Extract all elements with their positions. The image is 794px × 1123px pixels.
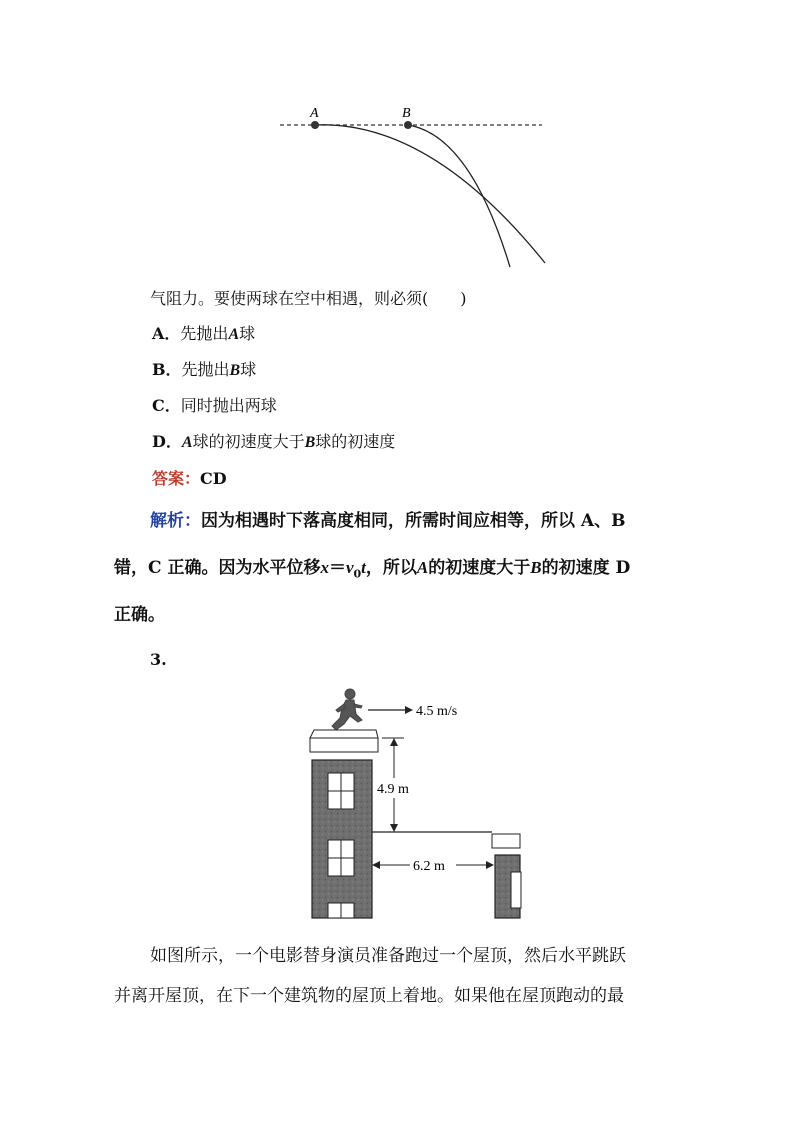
- distance-label: 6.2 m: [413, 859, 445, 874]
- height-arrow-top: [390, 738, 398, 746]
- option-c: [152, 396, 277, 416]
- option-text: 先抛出: [181, 360, 230, 379]
- option-var: A: [228, 326, 240, 343]
- formula-x: x: [320, 558, 329, 577]
- formula-sub: 0: [353, 567, 362, 581]
- explanation-text: 的初速度大于: [428, 558, 531, 578]
- explanation-var-a: A: [416, 558, 429, 577]
- ball-a: [311, 121, 319, 129]
- explanation-label: 解析：: [150, 511, 201, 531]
- trajectory-a: [315, 125, 545, 263]
- distance-arrow-right: [486, 861, 494, 869]
- small-building-window: [511, 872, 521, 908]
- small-roof-cap: [492, 834, 520, 848]
- height-label: 4.9 m: [377, 782, 409, 797]
- explanation-text: ，所以: [365, 558, 417, 578]
- option-text: 球的初速度: [315, 432, 396, 451]
- option-b: [152, 360, 256, 381]
- explanation-text: 错，C 正确。因为水平位移: [114, 558, 321, 578]
- roof-cap: [310, 738, 378, 752]
- answer-line: [152, 469, 227, 489]
- option-text: 球: [240, 360, 257, 379]
- formula-eq: ＝: [328, 558, 346, 578]
- option-a: [152, 324, 255, 345]
- option-text: 球的初速度大于: [192, 432, 305, 451]
- label-a: A: [310, 106, 319, 121]
- question3-paragraph-line-1: 如图所示，一个电影替身演员准备跑过一个屋顶，然后水平跳跃: [150, 946, 626, 966]
- stunt-jump-figure: [300, 680, 530, 925]
- option-text: 先抛出: [180, 324, 229, 343]
- answer-label: 答案：: [152, 469, 201, 488]
- option-letter: B．: [152, 360, 182, 379]
- ball-b: [404, 121, 412, 129]
- speed-arrow-head: [405, 706, 413, 714]
- option-var: B: [229, 362, 241, 379]
- label-b: B: [402, 106, 411, 121]
- option-d: [152, 432, 395, 453]
- explanation-text: 正确。: [114, 605, 165, 625]
- question3-paragraph-line-2: 并离开屋顶，在下一个建筑物的屋顶上着地。如果他在屋顶跑动的最: [114, 986, 624, 1006]
- option-letter: D．: [152, 432, 182, 451]
- explanation-text: 因为相遇时下落高度相同，所需时间应相等，所以 A、B: [201, 511, 626, 531]
- answer-value: CD: [200, 469, 227, 488]
- speed-label: 4.5 m/s: [416, 704, 458, 719]
- option-letter: C．: [152, 396, 181, 415]
- option-letter: A．: [152, 324, 181, 343]
- option-text: 同时抛出两球: [180, 396, 277, 415]
- option-var: B: [304, 434, 316, 451]
- option-text: 球: [239, 324, 256, 343]
- explanation-line-1: [150, 511, 625, 531]
- question-stem: 气阻力。要使两球在空中相遇，则必须( ): [150, 289, 467, 308]
- explanation-line-2: [114, 558, 630, 584]
- explanation-text: 的初速度 D: [541, 558, 631, 578]
- roof-ledge: [310, 730, 378, 738]
- option-var: A: [181, 434, 193, 451]
- distance-arrow-left: [372, 861, 380, 869]
- runner-icon: [332, 689, 362, 730]
- two-balls-figure: [270, 95, 560, 275]
- formula-v: v: [345, 558, 354, 577]
- trajectory-b: [408, 125, 510, 267]
- explanation-var-b: B: [530, 558, 542, 577]
- question-number: 3.: [150, 650, 167, 669]
- explanation-line-3: [114, 605, 165, 625]
- height-arrow-bottom: [390, 824, 398, 832]
- formula-t: t: [361, 558, 366, 577]
